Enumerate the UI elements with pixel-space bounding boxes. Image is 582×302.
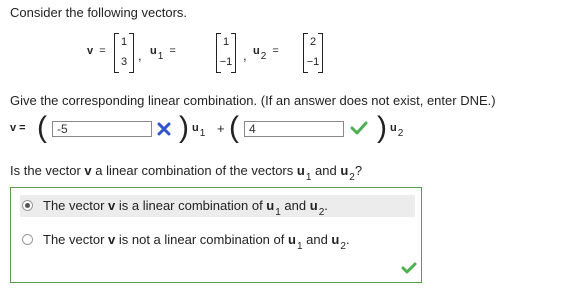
comma-2: , xyxy=(243,48,247,63)
option-is-linear-combination[interactable] xyxy=(20,195,415,217)
answer-choices-box xyxy=(10,187,422,283)
plus-sign: + xyxy=(217,121,225,136)
check-icon xyxy=(350,121,368,135)
coefficient-u1-input[interactable] xyxy=(52,121,152,137)
vector-v-entry-1: 1 xyxy=(120,36,128,48)
vector-u2-matrix xyxy=(303,31,323,75)
coefficient-u2-vector-label: u2 xyxy=(390,122,404,139)
radio-is-linear-combination[interactable] xyxy=(22,200,33,211)
vector-v-entry-2: 3 xyxy=(120,56,128,68)
vector-u1-matrix xyxy=(216,31,236,75)
option-label: The vector v is a linear combination of $u_1$ and $u_2$. xyxy=(43,198,328,218)
open-paren-1: ( xyxy=(37,111,47,144)
check-icon xyxy=(401,262,417,275)
intro-text: Consider the following vectors. xyxy=(10,5,188,20)
coefficient-u1-vector-label: u1 xyxy=(192,122,206,139)
linear-combination-instruction: Give the corresponding linear combination. (If an answer does not exist, enter DNE.) xyxy=(10,93,496,108)
vector-v-matrix xyxy=(114,31,134,75)
vector-u1-entry-2: −1 xyxy=(219,56,233,68)
comma-1: , xyxy=(138,48,142,63)
vector-u1-entry-1: 1 xyxy=(222,36,230,48)
x-icon xyxy=(157,122,171,136)
open-paren-2: ( xyxy=(229,111,239,144)
vector-u2-entry-1: 2 xyxy=(309,36,317,48)
equation-lhs: v = xyxy=(10,122,26,134)
vector-u2-label: u2 = xyxy=(253,45,279,62)
vector-u2-entry-2: −1 xyxy=(306,56,320,68)
vector-v-label: v = xyxy=(87,45,106,57)
close-paren-1: ) xyxy=(179,111,189,144)
linear-combination-question: Is the vector v a linear combination of the vectors $u_1$ and $u_2$? xyxy=(10,163,363,183)
option-label: The vector v is not a linear combination of $u_1$ and $u_2$. xyxy=(43,232,350,252)
coefficient-u2-input[interactable] xyxy=(244,121,344,137)
vector-u1-label: u1 = xyxy=(150,45,176,62)
option-is-not-linear-combination[interactable] xyxy=(20,229,415,251)
close-paren-2: ) xyxy=(377,111,387,144)
radio-is-not-linear-combination[interactable] xyxy=(22,234,33,245)
